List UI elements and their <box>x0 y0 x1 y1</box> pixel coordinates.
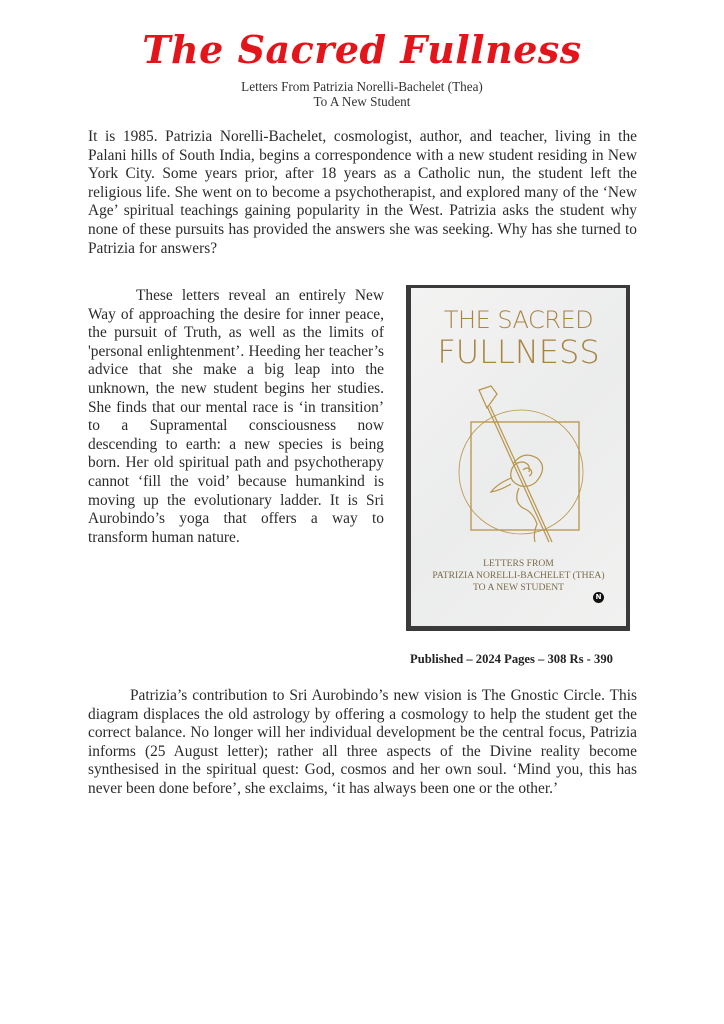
publication-info: Published – 2024 Pages – 308 Rs - 390 <box>410 652 613 666</box>
book-cover-image <box>406 285 630 631</box>
rose-emblem-icon <box>441 384 601 544</box>
document-title: The Sacred Fullness <box>142 27 582 72</box>
cover-subtitle-line-2: PATRIZIA NORELLI-BACHELET (THEA) <box>432 570 605 581</box>
cover-subtitle-line-1: LETTERS FROM <box>483 558 554 569</box>
document-subtitle <box>0 79 724 109</box>
subtitle-line-2: To A New Student <box>313 94 411 109</box>
intro-paragraph: It is 1985. Patrizia Norelli-Bachelet, cosmologist, author, and teacher, living in the Palani hills of South India, begins a correspondence with a new student residing in New York City. Some years prior, after 18 years as a Catholic nun, the student left the religious life. She went on to become a psychotherapist, and explored many of the ‘New Age’ spiritual teachings gaining popularity in the West. Patrizia asks the student why none of these pursuits has provided the answers she was seeking. Why has she turned to Patrizia for answers? <box>88 128 637 257</box>
publisher-logo-icon: N <box>593 592 604 603</box>
cover-title-line-1: THE SACRED <box>443 306 594 334</box>
subtitle-line-1: Letters From Patrizia Norelli-Bachelet (Thea) <box>241 79 483 94</box>
letters-paragraph: These letters reveal an entirely New Way of approaching the desire for inner peace, the pursuit of Truth, as well as the limits of 'personal enlightenment’. Heeding her teacher’s advice that she make a big leap into the unknown, the new student begins her studies. She finds that our mental race is ‘in transition’ to a Supramental consciousness now descending to earth: a new species is being born. Her old spiritual path and psychotherapy cannot ‘fill the void’ because humankind is moving up the evolutionary ladder. It is Sri Aurobindo’s yoga that offers a way to transform human nature. <box>88 287 384 546</box>
gnostic-circle-paragraph: Patrizia’s contribution to Sri Aurobindo’s new vision is The Gnostic Circle. This diagram displaces the old astrology by offering a cosmology to help the student get the correct balance. No longer will her individual development be the central focus, Patrizia informs (25 August letter); rather all three aspects of the Divine reality become synthesised in the spiritual quest: God, cosmos and her own soul. ‘Mind you, this has never been done before’, she exclaims, ‘it has always been one or the other.’ <box>88 687 637 797</box>
book-cover <box>411 288 626 626</box>
cover-title-line-2: FULLNESS <box>437 333 600 371</box>
cover-subtitle-line-3: TO A NEW STUDENT <box>472 582 565 593</box>
